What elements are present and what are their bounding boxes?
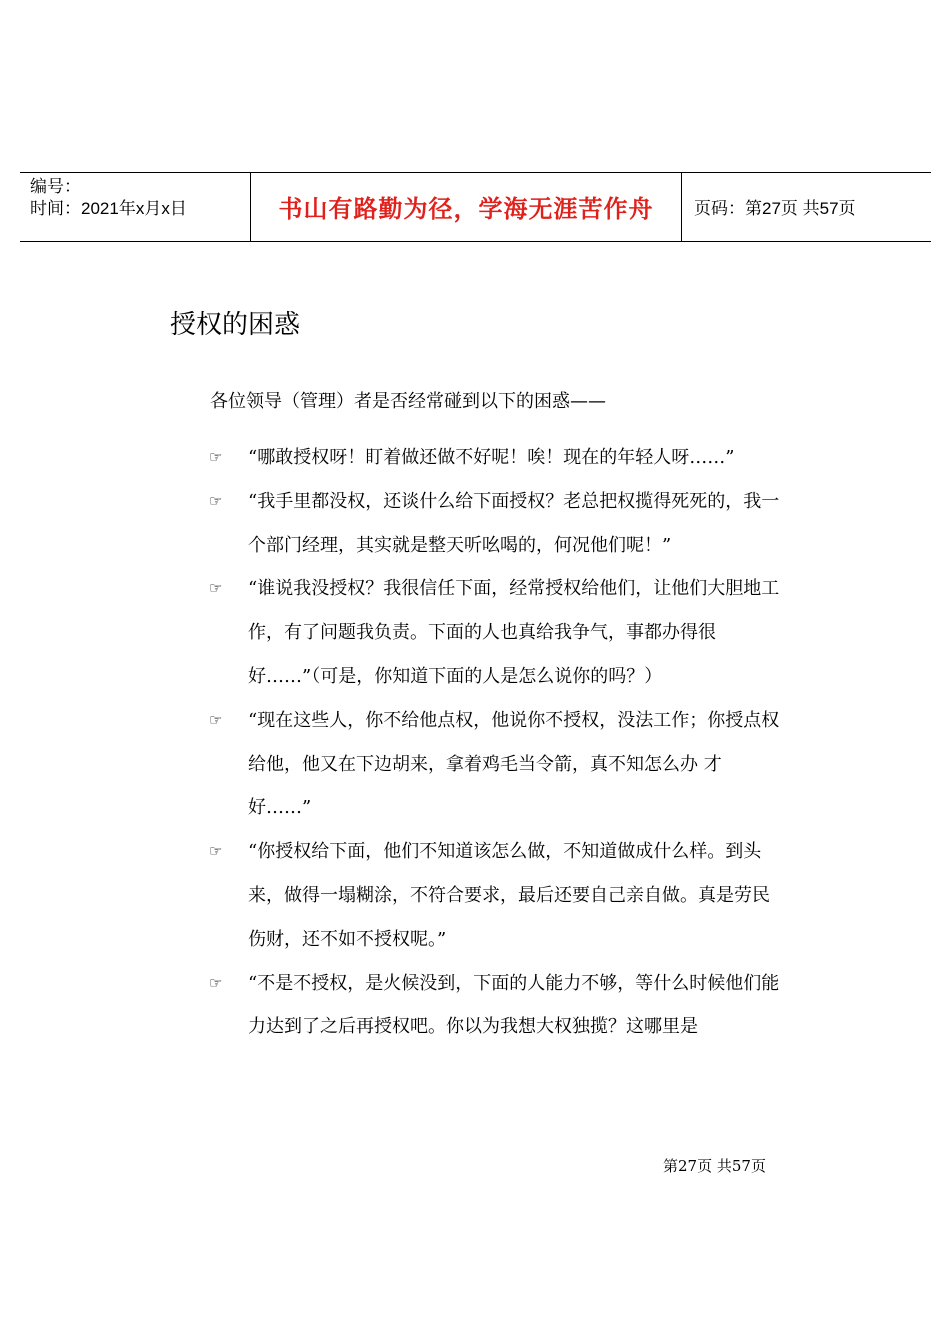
list-item-text: “谁说我没授权？我很信任下面，经常授权给他们，让他们大胆地工作，有了问题我负责。下面的人也真给我争气，事都办得很好……”（可是，你知道下面的人是怎么说你的吗？） <box>248 578 780 687</box>
pointing-hand-icon: ☞ <box>209 842 223 861</box>
list-item <box>209 436 784 480</box>
list-item-text: “现在这些人，你不给他点权，他说你不授权，没法工作；你授点权给他，他又在下边胡来，拿着鸡毛当令箭，真不知怎么办 才好……” <box>248 709 780 819</box>
pointing-hand-icon: ☞ <box>209 491 223 510</box>
list-item <box>209 567 784 698</box>
list-item-text: “哪敢授权呀！盯着做还做不好呢！唉！现在的年轻人呀……” <box>248 447 735 468</box>
list-item <box>209 699 784 830</box>
header-time-label: 时间：2021年x月x日 <box>30 199 187 218</box>
pointing-hand-icon: ☞ <box>209 448 223 466</box>
page-header <box>20 172 931 242</box>
intro-text: 各位领导（管理）者是否经常碰到以下的困惑—— <box>210 391 606 412</box>
header-page-cell <box>682 173 931 241</box>
pointing-hand-icon: ☞ <box>209 710 223 729</box>
document-title: 授权的困惑 <box>170 310 301 340</box>
quote-list <box>209 436 784 1049</box>
header-info-cell <box>20 173 251 241</box>
list-item-text: “我手里都没权，还谈什么给下面授权？老总把权揽得死死的，我一个部门经理，其实就是整天听吆喝的，何况他们呢！” <box>248 490 780 556</box>
header-motto: 书山有路勤为径，学海无涯苦作舟 <box>278 196 654 223</box>
pointing-hand-icon: ☞ <box>209 579 223 598</box>
list-item-text: “你授权给下面，他们不知道该怎么做，不知道做成什么样。到头来，做得一塌糊涂，不符合要求，最后还要自己亲自做。真是劳民伤财，还不如不授权呢。” <box>248 841 770 950</box>
list-item <box>209 962 784 1050</box>
footer-page-label: 第27页 共57页 <box>663 1157 766 1175</box>
list-item <box>209 830 784 961</box>
list-item <box>209 480 784 568</box>
list-item-text: “不是不授权，是火候没到，下面的人能力不够，等什么时候他们能力达到了之后再授权吧。你以为我想大权独揽？这哪里是 <box>248 972 780 1038</box>
header-motto-cell <box>251 173 682 241</box>
header-number-label: 编号： <box>30 177 81 196</box>
pointing-hand-icon: ☞ <box>209 973 223 992</box>
header-page-label: 页码：第27页 共57页 <box>694 199 856 218</box>
